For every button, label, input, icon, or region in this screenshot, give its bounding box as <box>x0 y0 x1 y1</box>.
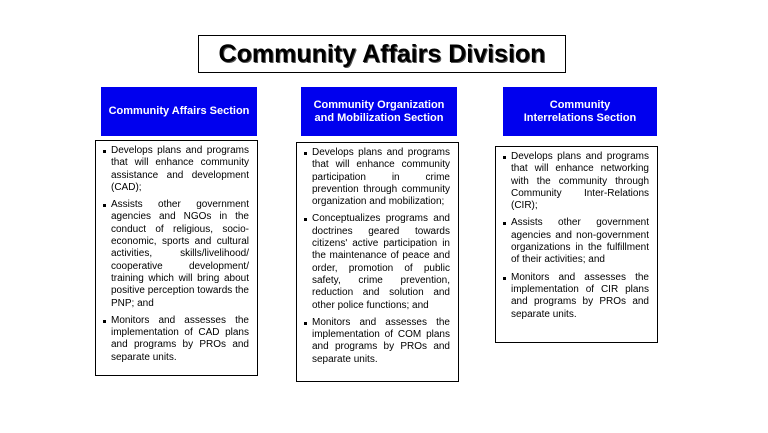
section-items-community-organization <box>303 147 450 366</box>
list-item: Monitors and assesses the implementation of CAD plans and programs by PROs and separate units. <box>102 315 249 364</box>
title-box <box>198 35 566 73</box>
section-body-community-interrelations <box>495 146 658 343</box>
section-header-community-interrelations: Community Interrelations Section <box>503 87 657 136</box>
list-item: Develops plans and programs that will enhance community participation in crime prevention through community organization and mobilization; <box>303 147 450 208</box>
section-body-community-affairs <box>95 140 258 376</box>
section-header-community-affairs: Community Affairs Section <box>101 87 257 136</box>
list-item: Conceptualizes programs and doctrines geared towards citizens' active participation in the maintenance of peace and order, promotion of public safety, crime prevention, reduction and solution and other police functions; and <box>303 213 450 311</box>
section-items-community-affairs <box>102 145 249 364</box>
list-item: Monitors and assesses the implementation of CIR plans and programs by PROs and separate units. <box>502 272 649 321</box>
section-items-community-interrelations <box>502 151 649 321</box>
list-item: Assists other government agencies and non-government organizations in the fulfillment of their activities; and <box>502 217 649 266</box>
section-header-community-organization: Community Organization and Mobilization Section <box>301 87 457 136</box>
list-item: Monitors and assesses the implementation of COM plans and programs by PROs and separate units. <box>303 317 450 366</box>
list-item: Develops plans and programs that will enhance community assistance and development (CAD); <box>102 145 249 194</box>
list-item: Assists other government agencies and NGOs in the conduct of religious, socio-economic, sports and cultural activities, skills/livelihood/ cooperative development/ training which will bring about positive perception towards the PNP; and <box>102 199 249 310</box>
section-body-community-organization <box>296 142 459 382</box>
list-item: Develops plans and programs that will enhance networking with the community through Community Inter-Relations (CIR); <box>502 151 649 212</box>
page-title: Community Affairs Division <box>218 39 546 68</box>
